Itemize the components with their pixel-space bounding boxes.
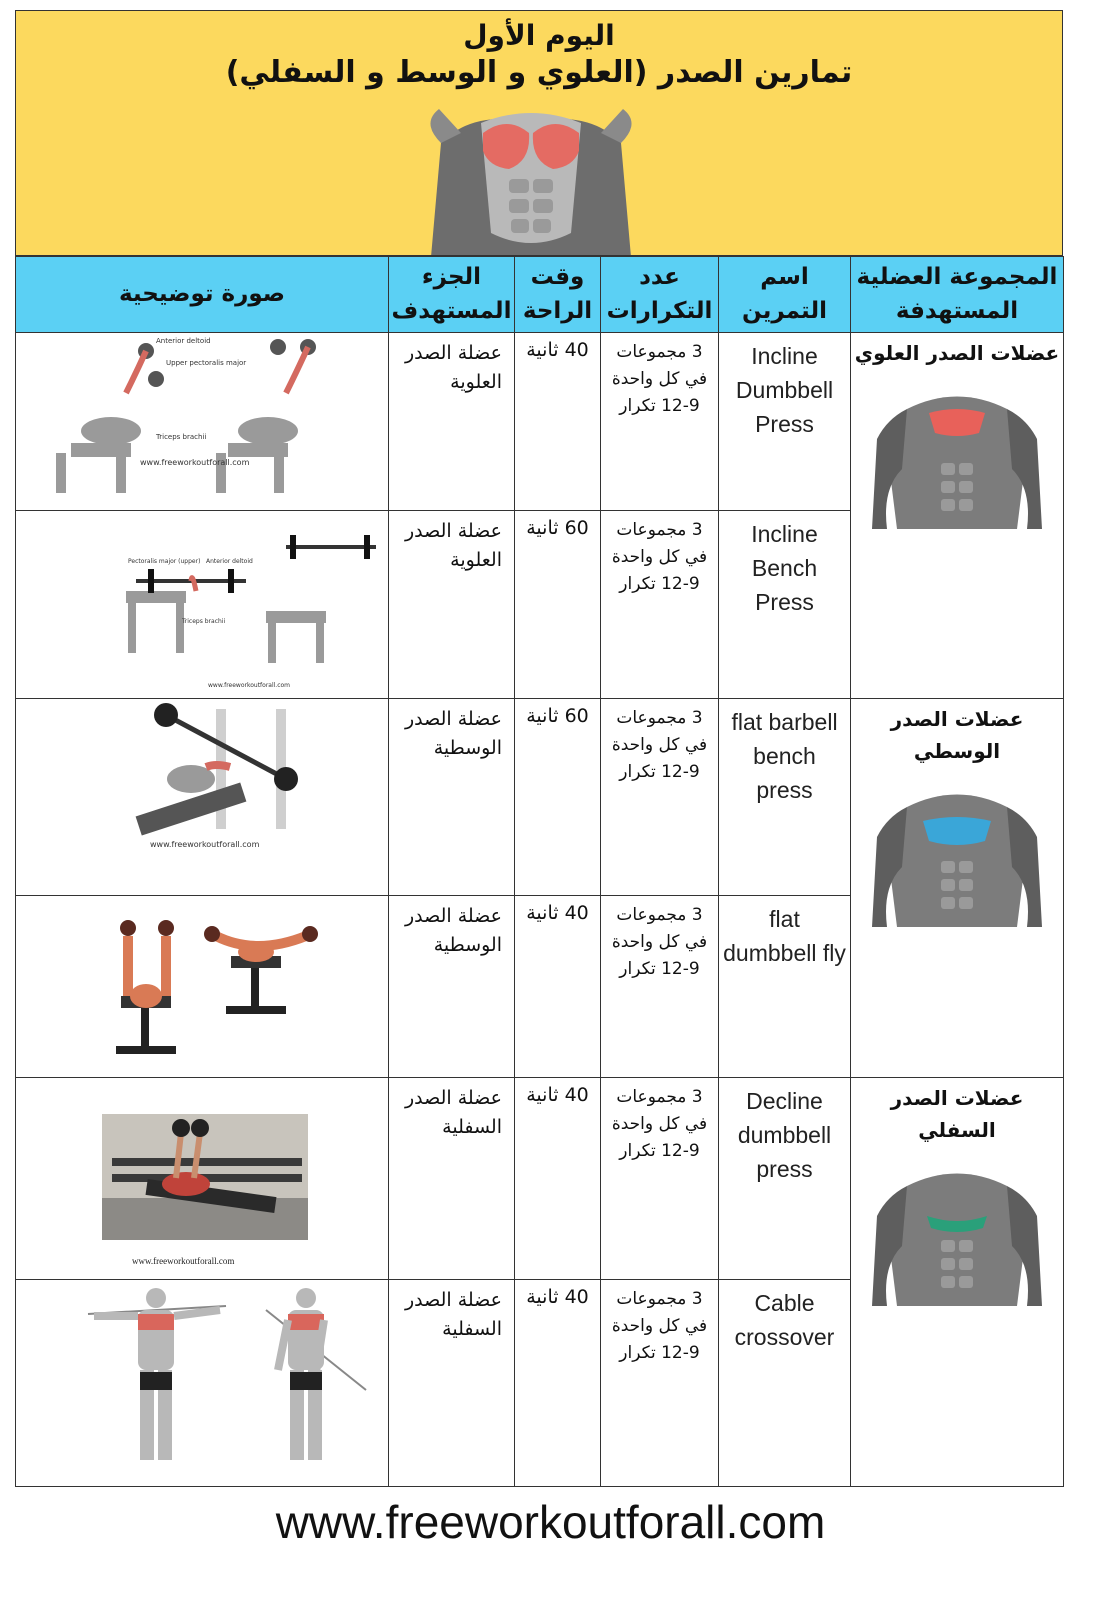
upper-chest-figure-icon bbox=[867, 379, 1047, 539]
illustration-label: Upper pectoralis major bbox=[166, 359, 247, 367]
rest-time: 60 ثانية bbox=[515, 699, 601, 896]
exercise-name: Incline Dumbbell Press bbox=[719, 333, 851, 511]
footer-url: www.freeworkoutforall.com bbox=[275, 1496, 826, 1548]
illustration-watermark: www.freeworkoutforall.com bbox=[150, 840, 260, 849]
col-header-group: المجموعة العضلية المستهدفة bbox=[851, 257, 1064, 333]
illustration-watermark: www.freeworkoutforall.com bbox=[140, 458, 250, 467]
col-header-sets: عدد التكرارات bbox=[601, 257, 719, 333]
illustration-label: Triceps brachii bbox=[182, 618, 226, 625]
illustration-label: Anterior deltoid bbox=[206, 558, 253, 565]
rest-time: 60 ثانية bbox=[515, 511, 601, 699]
col-header-rest: وقت الراحة bbox=[515, 257, 601, 333]
target-part: عضلة الصدر العلوية bbox=[389, 511, 515, 699]
exercise-name: Incline Bench Press bbox=[719, 511, 851, 699]
exercise-illustration bbox=[16, 699, 389, 896]
exercise-illustration bbox=[16, 1078, 389, 1280]
exercise-illustration bbox=[16, 1280, 389, 1487]
rest-time: 40 ثانية bbox=[515, 333, 601, 511]
workout-table bbox=[15, 256, 1064, 1487]
sets-reps: 3 مجموعات في كل واحدة 9-12 تكرار bbox=[601, 1280, 719, 1487]
rest-time: 40 ثانية bbox=[515, 1078, 601, 1280]
illustration-watermark: www.freeworkoutforall.com bbox=[132, 1256, 235, 1266]
target-part: عضلة الصدر الوسطية bbox=[389, 699, 515, 896]
illustration-label: Triceps brachii bbox=[156, 433, 207, 441]
page-title-workout: تمارين الصدر (العلوي و الوسط و السفلي) bbox=[225, 55, 853, 90]
illustration-label: Pectoralis major (upper) bbox=[128, 558, 201, 565]
target-part: عضلة الصدر السفلية bbox=[389, 1078, 515, 1280]
rest-time: 40 ثانية bbox=[515, 1280, 601, 1487]
exercise-name: flat dumbbell fly bbox=[719, 896, 851, 1078]
exercise-illustration bbox=[16, 896, 389, 1078]
middle-chest-figure-icon bbox=[867, 777, 1047, 937]
illustration-watermark: www.freeworkoutforall.com bbox=[208, 682, 291, 689]
col-header-part: الجزء المستهدف bbox=[389, 257, 515, 333]
exercise-name: flat barbell bench press bbox=[719, 699, 851, 896]
sets-reps: 3 مجموعات في كل واحدة 9-12 تكرار bbox=[601, 1078, 719, 1280]
highlighted-muscle-icon bbox=[923, 817, 991, 845]
muscle-group-label: عضلات الصدر العلوي bbox=[854, 341, 1060, 365]
table-row bbox=[16, 1078, 1064, 1280]
sets-reps: 3 مجموعات في كل واحدة 9-12 تكرار bbox=[601, 896, 719, 1078]
sets-reps: 3 مجموعات في كل واحدة 9-12 تكرار bbox=[601, 333, 719, 511]
exercise-illustration bbox=[16, 511, 389, 699]
target-part: عضلة الصدر الوسطية bbox=[389, 896, 515, 1078]
col-header-name: اسم التمرين bbox=[719, 257, 851, 333]
muscle-group-label: عضلات الصدر الوسطي bbox=[890, 707, 1024, 763]
exercise-name: Decline dumbbell press bbox=[719, 1078, 851, 1280]
table-header-row bbox=[16, 257, 1064, 333]
page-header bbox=[15, 10, 1063, 256]
muscle-group-cell bbox=[851, 699, 1064, 1078]
table-row bbox=[16, 333, 1064, 511]
rest-time: 40 ثانية bbox=[515, 896, 601, 1078]
highlighted-muscle-icon bbox=[929, 409, 985, 436]
sets-reps: 3 مجموعات في كل واحدة 9-12 تكرار bbox=[601, 699, 719, 896]
muscle-group-cell bbox=[851, 1078, 1064, 1487]
table-row bbox=[16, 699, 1064, 896]
exercise-name: Cable crossover bbox=[719, 1280, 851, 1487]
page-title-day: اليوم الأول bbox=[463, 19, 615, 52]
target-part: عضلة الصدر السفلية bbox=[389, 1280, 515, 1487]
illustration-label: Anterior deltoid bbox=[156, 337, 211, 345]
target-part: عضلة الصدر العلوية bbox=[389, 333, 515, 511]
muscle-group-label: عضلات الصدر السفلي bbox=[890, 1086, 1024, 1142]
sets-reps: 3 مجموعات في كل واحدة 9-12 تكرار bbox=[601, 511, 719, 699]
col-header-image: صورة توضيحية bbox=[16, 257, 389, 333]
exercise-illustration bbox=[16, 333, 389, 511]
chest-muscle-figure-icon bbox=[411, 103, 651, 256]
muscle-group-cell bbox=[851, 333, 1064, 699]
lower-chest-figure-icon bbox=[867, 1156, 1047, 1316]
